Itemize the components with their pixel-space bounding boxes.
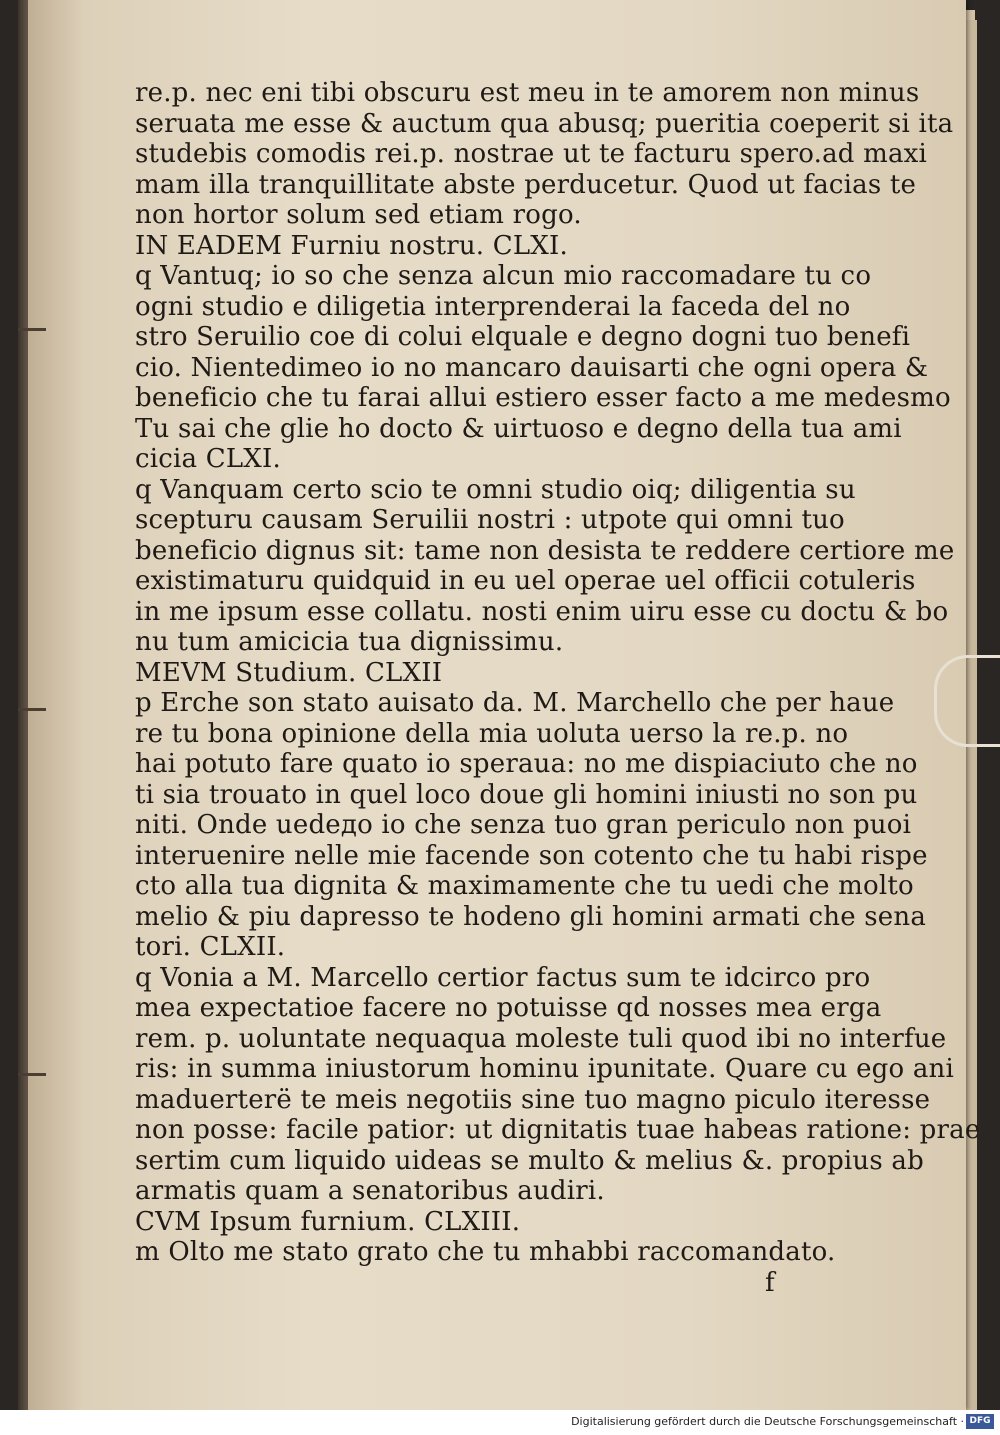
text-line: seruata me esse & auctum qua abusq; pueritia coeperit si ita xyxy=(135,108,954,139)
text-line: studebis comodis rei.p. nostrae ut te facturu spero.ad maxi xyxy=(135,139,928,169)
text-line: re tu bona opinione della mia uoluta uerso la re.p. no xyxy=(135,718,849,749)
text-line: beneficio che tu farai allui estiero esser facto a me medesmo xyxy=(135,383,951,413)
text-line: non hortor solum sed etiam rogo. xyxy=(135,200,582,230)
text-line: q Vanquam certo scio te omni studio oiq; diligentia su xyxy=(135,474,856,505)
text-line: mam illa tranquillitate abste perducetur. Quod ut facias te xyxy=(135,169,917,200)
text-line: maduerterё te meis negotiis sine tuo magno piculo iteresse xyxy=(135,1084,931,1115)
text-line: sertim cum liquido uideas se multo & melius &. propius ab xyxy=(135,1145,924,1176)
text-line: nu tum amicicia tua dignissimu. xyxy=(135,627,564,657)
text-line: rem. p. uoluntate nequaqua moleste tuli quod ibi no interfue xyxy=(135,1023,947,1054)
text-line: existimaturu quidquid in eu uel operae uel officii cotuleris xyxy=(135,566,916,596)
signature-mark: f xyxy=(765,1267,775,1298)
text-line: beneficio dignus sit: tame non desista te reddere certiore me xyxy=(135,535,955,566)
text-line: re.p. nec eni tibi obscuru est meu in te amorem non minus xyxy=(135,78,920,108)
text-line: non posse: facile patior: ut dignitatis tuae habeas ratione: prae xyxy=(135,1115,981,1145)
text-line: scepturu causam Seruilii nostri : utpote qui omni tuo xyxy=(135,505,845,535)
text-line: mea expectatioe facere no potuisse qd nosses mea erga xyxy=(135,993,882,1023)
text-line: hai potuto fare quato io speraua: no me dispiaciuto che no xyxy=(135,749,918,779)
text-line: cio. Nientedimeo io no mancaro dauisarti che ogni opera & xyxy=(135,352,929,383)
dfg-logo-icon: DFG xyxy=(966,1414,994,1429)
footer-bar xyxy=(0,1410,1000,1435)
text-line: Tu sai che glie ho docto & uirtuoso e degno della tua ami xyxy=(135,413,902,444)
page-clip xyxy=(934,655,1000,747)
text-line: stro Seruilio coe di colui elquale e degno dogni tuo benefi xyxy=(135,322,911,352)
book-page xyxy=(28,0,981,1410)
text-line: armatis quam a senatoribus audiri. xyxy=(135,1176,605,1206)
text-line: m Olto me stato grato che tu mhabbi raccomandato. xyxy=(135,1237,836,1267)
text-line: ris: in summa iniustorum hominu ipunitate. Quare cu ego ani xyxy=(135,1054,954,1084)
page-text-block xyxy=(135,78,981,1298)
text-line: tori. CLXII. xyxy=(135,932,286,962)
section-heading: IN EADEM Furniu nostru. CLXI. xyxy=(135,230,568,261)
footer-credit: Digitalisierung gefördert durch die Deutsche Forschungsgemeinschaft · xyxy=(571,1415,964,1428)
text-line: in me ipsum esse collatu. nosti enim uiru esse cu doctu & bo xyxy=(135,596,949,627)
text-line: q Vonia a M. Marcello certior factus sum te idcirco pro xyxy=(135,962,871,993)
text-line: cto alla tua dignita & maximamente che tu uedi che molto xyxy=(135,871,914,901)
text-line: niti. Onde uedедo io che senza tuo gran periculo non puoi xyxy=(135,810,912,840)
binding-mark xyxy=(18,1073,46,1076)
binding-mark xyxy=(18,708,46,711)
text-line: interuenire nelle mie facende son cotento che tu habi rispe xyxy=(135,840,928,871)
text-line: p Erche son stato auisato da. M. Marchello che per haue xyxy=(135,688,895,718)
text-line: melio & piu dapresso te hodeno gli homini armati che sena xyxy=(135,901,927,932)
text-line: q Vantuq; io so che senza alcun mio raccomadare tu co xyxy=(135,261,872,291)
section-heading: CVM Ipsum furnium. CLXIII. xyxy=(135,1206,521,1237)
text-line: ti sia trouato in quel loco doue gli homini iniusti no son pu xyxy=(135,779,918,810)
section-heading: MEVM Studium. CLXII xyxy=(135,657,443,688)
binding-mark xyxy=(18,328,46,331)
text-line: cicia CLXI. xyxy=(135,444,281,474)
text-line: ogni studio e diligetia interprenderai la faceda del no xyxy=(135,291,851,322)
